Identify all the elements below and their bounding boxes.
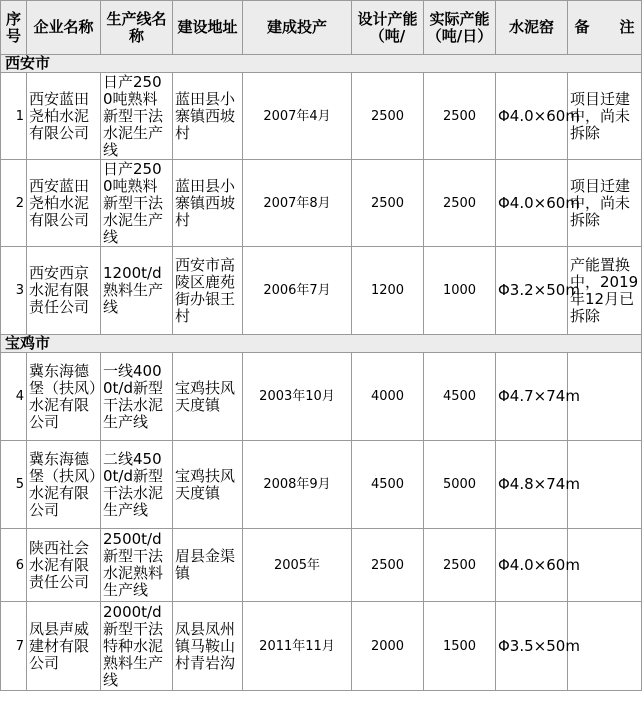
- production-line: 2500t/d新型干法水泥熟料生产线: [101, 529, 173, 602]
- commission-date: 2005年: [243, 529, 352, 602]
- company-name: 西安蓝田尧柏水泥有限公司: [27, 160, 101, 247]
- note: 产能置换中，2019年12月已拆除: [568, 247, 642, 335]
- note: 项目迁建中，尚未拆除: [568, 73, 642, 160]
- design-capacity: 2500: [352, 73, 424, 160]
- kiln-spec: Φ4.0×60m: [496, 529, 568, 602]
- commission-date: 2007年4月: [243, 73, 352, 160]
- design-capacity: 1200: [352, 247, 424, 335]
- production-line: 1200t/d熟料生产线: [101, 247, 173, 335]
- section-city: 西安市: [1, 55, 642, 73]
- design-capacity: 2500: [352, 529, 424, 602]
- header-index: 序号: [1, 1, 27, 55]
- production-line: 一线4000t/d新型干法水泥生产线: [101, 353, 173, 441]
- kiln-spec: Φ4.0×60m: [496, 73, 568, 160]
- production-line: 2000t/d新型干法特种水泥熟料生产线: [101, 602, 173, 691]
- row-index: 2: [1, 160, 27, 247]
- company-name: 陕西社会水泥有限责任公司: [27, 529, 101, 602]
- company-name: 凤县声威建材有限公司: [27, 602, 101, 691]
- kiln-spec: Φ3.5×50m: [496, 602, 568, 691]
- row-index: 7: [1, 602, 27, 691]
- production-line: 二线4500t/d新型干法水泥生产线: [101, 441, 173, 529]
- actual-capacity: 2500: [424, 160, 496, 247]
- table-row: [1, 247, 642, 335]
- address: 宝鸡扶风天度镇: [173, 353, 243, 441]
- row-index: 5: [1, 441, 27, 529]
- header-company: 企业名称: [27, 1, 101, 55]
- actual-capacity: 1000: [424, 247, 496, 335]
- table-row: [1, 73, 642, 160]
- address: 蓝田县小寨镇西坡村: [173, 160, 243, 247]
- actual-capacity: 1500: [424, 602, 496, 691]
- row-index: 4: [1, 353, 27, 441]
- kiln-spec: Φ3.2×50m: [496, 247, 568, 335]
- section-row: [1, 55, 642, 73]
- note: 项目迁建中，尚未拆除: [568, 160, 642, 247]
- header-line: 生产线名称: [101, 1, 173, 55]
- header-kiln: 水泥窑: [496, 1, 568, 55]
- address: 凤县凤州镇马鞍山村青岩沟: [173, 602, 243, 691]
- header-actual-capacity: 实际产能（吨/日）: [424, 1, 496, 55]
- commission-date: 2008年9月: [243, 441, 352, 529]
- actual-capacity: 2500: [424, 73, 496, 160]
- company-name: 冀东海德堡（扶风）水泥有限公司: [27, 441, 101, 529]
- commission-date: 2007年8月: [243, 160, 352, 247]
- commission-date: 2011年11月: [243, 602, 352, 691]
- table-row: [1, 353, 642, 441]
- production-line: 日产2500吨熟料新型干法水泥生产线: [101, 73, 173, 160]
- row-index: 3: [1, 247, 27, 335]
- actual-capacity: 4500: [424, 353, 496, 441]
- kiln-spec: Φ4.7×74m: [496, 353, 568, 441]
- table-row: [1, 602, 642, 691]
- section-city: 宝鸡市: [1, 335, 642, 353]
- address: 眉县金渠镇: [173, 529, 243, 602]
- table-row: [1, 441, 642, 529]
- actual-capacity: 2500: [424, 529, 496, 602]
- commission-date: 2006年7月: [243, 247, 352, 335]
- table-row: [1, 529, 642, 602]
- header-commission: 建成投产: [243, 1, 352, 55]
- design-capacity: 4500: [352, 441, 424, 529]
- design-capacity: 2500: [352, 160, 424, 247]
- header-note: 备 注: [568, 1, 642, 55]
- row-index: 1: [1, 73, 27, 160]
- header-row: [1, 1, 642, 55]
- actual-capacity: 5000: [424, 441, 496, 529]
- table-body: [1, 55, 642, 691]
- kiln-spec: Φ4.8×74m: [496, 441, 568, 529]
- section-row: [1, 335, 642, 353]
- header-address: 建设地址: [173, 1, 243, 55]
- company-name: 西安西京水泥有限责任公司: [27, 247, 101, 335]
- production-line: 日产2500吨熟料新型干法水泥生产线: [101, 160, 173, 247]
- kiln-spec: Φ4.0×60m: [496, 160, 568, 247]
- address: 西安市高陵区鹿苑街办银王村: [173, 247, 243, 335]
- design-capacity: 2000: [352, 602, 424, 691]
- design-capacity: 4000: [352, 353, 424, 441]
- company-name: 西安蓝田尧柏水泥有限公司: [27, 73, 101, 160]
- header-design-capacity: 设计产能（吨/: [352, 1, 424, 55]
- commission-date: 2003年10月: [243, 353, 352, 441]
- row-index: 6: [1, 529, 27, 602]
- table-row: [1, 160, 642, 247]
- address: 宝鸡扶风天度镇: [173, 441, 243, 529]
- company-name: 冀东海德堡（扶风）水泥有限公司: [27, 353, 101, 441]
- address: 蓝田县小寨镇西坡村: [173, 73, 243, 160]
